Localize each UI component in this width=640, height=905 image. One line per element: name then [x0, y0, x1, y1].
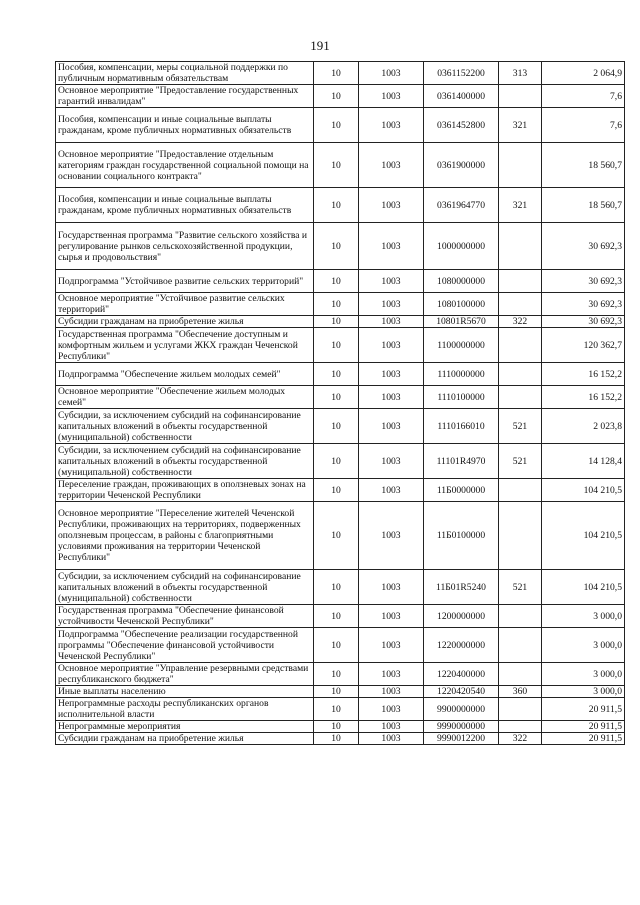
table-row [56, 502, 625, 570]
row-name-cell: Подпрограмма "Устойчивое развитие сельских территорий" [56, 270, 314, 293]
table-row [56, 721, 625, 733]
amount-cell: 18 560,7 [542, 143, 625, 188]
section-cell: 10 [314, 328, 359, 363]
target-article-cell: 1100000000 [424, 328, 499, 363]
subsection-cell: 1003 [359, 502, 424, 570]
amount-cell: 18 560,7 [542, 188, 625, 223]
expense-type-cell [499, 386, 542, 409]
section-cell: 10 [314, 721, 359, 733]
target-article-cell: 11101R4970 [424, 444, 499, 479]
amount-cell: 30 692,3 [542, 223, 625, 270]
section-cell: 10 [314, 62, 359, 85]
target-article-cell: 1110166010 [424, 409, 499, 444]
section-cell: 10 [314, 188, 359, 223]
expense-type-cell: 321 [499, 108, 542, 143]
row-name-cell: Субсидии, за исключением субсидий на софинансирование капитальных вложений в объекты государственной (муниципальной) собственности [56, 570, 314, 605]
section-cell: 10 [314, 444, 359, 479]
table-row [56, 570, 625, 605]
page-number: 191 [310, 38, 330, 53]
table-row [56, 444, 625, 479]
target-article-cell: 0361400000 [424, 85, 499, 108]
target-article-cell: 1000000000 [424, 223, 499, 270]
table-row [56, 316, 625, 328]
row-name-cell: Основное мероприятие "Обеспечение жильем молодых семей" [56, 386, 314, 409]
target-article-cell: 9990012200 [424, 733, 499, 745]
target-article-cell: 1220420540 [424, 686, 499, 698]
subsection-cell: 1003 [359, 386, 424, 409]
row-name-cell: Основное мероприятие "Устойчивое развитие сельских территорий" [56, 293, 314, 316]
table-row [56, 686, 625, 698]
amount-cell: 16 152,2 [542, 363, 625, 386]
subsection-cell: 1003 [359, 409, 424, 444]
subsection-cell: 1003 [359, 316, 424, 328]
target-article-cell: 0361900000 [424, 143, 499, 188]
target-article-cell: 1080100000 [424, 293, 499, 316]
amount-cell: 120 362,7 [542, 328, 625, 363]
expense-type-cell: 322 [499, 733, 542, 745]
expense-type-cell [499, 479, 542, 502]
table-row [56, 188, 625, 223]
expense-type-cell: 360 [499, 686, 542, 698]
amount-cell: 30 692,3 [542, 270, 625, 293]
expense-type-cell: 313 [499, 62, 542, 85]
subsection-cell: 1003 [359, 293, 424, 316]
target-article-cell: 11Б0000000 [424, 479, 499, 502]
target-article-cell: 10801R5670 [424, 316, 499, 328]
expense-type-cell [499, 293, 542, 316]
subsection-cell: 1003 [359, 686, 424, 698]
target-article-cell: 9900000000 [424, 698, 499, 721]
table-row [56, 386, 625, 409]
amount-cell: 3 000,0 [542, 686, 625, 698]
expense-type-cell [499, 223, 542, 270]
section-cell: 10 [314, 85, 359, 108]
section-cell: 10 [314, 479, 359, 502]
table-row [56, 270, 625, 293]
subsection-cell: 1003 [359, 721, 424, 733]
subsection-cell: 1003 [359, 223, 424, 270]
table-row [56, 223, 625, 270]
expense-type-cell [499, 502, 542, 570]
table-row [56, 108, 625, 143]
row-name-cell: Субсидии, за исключением субсидий на софинансирование капитальных вложений в объекты государственной (муниципальной) собственности [56, 409, 314, 444]
row-name-cell: Основное мероприятие "Предоставление отдельным категориям граждан государственной социальной помощи на основании социального контракта" [56, 143, 314, 188]
target-article-cell: 0361964770 [424, 188, 499, 223]
target-article-cell: 11Б0100000 [424, 502, 499, 570]
section-cell: 10 [314, 570, 359, 605]
amount-cell: 104 210,5 [542, 570, 625, 605]
expense-type-cell: 521 [499, 444, 542, 479]
expense-type-cell [499, 270, 542, 293]
amount-cell: 16 152,2 [542, 386, 625, 409]
table-row [56, 62, 625, 85]
section-cell: 10 [314, 733, 359, 745]
row-name-cell: Пособия, компенсации и иные социальные выплаты гражданам, кроме публичных нормативных обязательств [56, 108, 314, 143]
table-row [56, 663, 625, 686]
expense-type-cell: 322 [499, 316, 542, 328]
target-article-cell: 1110000000 [424, 363, 499, 386]
row-name-cell: Подпрограмма "Обеспечение жильем молодых семей" [56, 363, 314, 386]
row-name-cell: Основное мероприятие "Переселение жителей Чеченской Республики, проживающих на территориях, подверженных оползневым процессам, в районы с благоприятными условиями проживания на территории Чеченской Республики" [56, 502, 314, 570]
row-name-cell: Иные выплаты населению [56, 686, 314, 698]
subsection-cell: 1003 [359, 85, 424, 108]
subsection-cell: 1003 [359, 444, 424, 479]
target-article-cell: 0361452800 [424, 108, 499, 143]
table-row [56, 363, 625, 386]
amount-cell: 14 128,4 [542, 444, 625, 479]
section-cell: 10 [314, 108, 359, 143]
subsection-cell: 1003 [359, 62, 424, 85]
amount-cell: 2 064,9 [542, 62, 625, 85]
section-cell: 10 [314, 686, 359, 698]
row-name-cell: Государственная программа "Развитие сельского хозяйства и регулирование рынков сельскохозяйственной продукции, сырья и продовольствия" [56, 223, 314, 270]
amount-cell: 20 911,5 [542, 721, 625, 733]
row-name-cell: Субсидии гражданам на приобретение жилья [56, 316, 314, 328]
expense-type-cell: 521 [499, 409, 542, 444]
amount-cell: 7,6 [542, 85, 625, 108]
section-cell: 10 [314, 293, 359, 316]
section-cell: 10 [314, 223, 359, 270]
table-row [56, 479, 625, 502]
row-name-cell: Непрограммные расходы республиканских органов исполнительной власти [56, 698, 314, 721]
subsection-cell: 1003 [359, 663, 424, 686]
section-cell: 10 [314, 386, 359, 409]
expense-type-cell [499, 328, 542, 363]
expense-type-cell [499, 143, 542, 188]
section-cell: 10 [314, 363, 359, 386]
row-name-cell: Подпрограмма "Обеспечение реализации государственной программы "Обеспечение финансовой устойчивости Чеченской Республики" [56, 628, 314, 663]
expense-type-cell [499, 363, 542, 386]
subsection-cell: 1003 [359, 698, 424, 721]
section-cell: 10 [314, 409, 359, 444]
row-name-cell: Субсидии гражданам на приобретение жилья [56, 733, 314, 745]
table-row [56, 628, 625, 663]
subsection-cell: 1003 [359, 328, 424, 363]
table-row [56, 328, 625, 363]
section-cell: 10 [314, 143, 359, 188]
row-name-cell: Переселение граждан, проживающих в оползневых зонах на территории Чеченской Республики [56, 479, 314, 502]
subsection-cell: 1003 [359, 108, 424, 143]
target-article-cell: 9990000000 [424, 721, 499, 733]
amount-cell: 3 000,0 [542, 628, 625, 663]
amount-cell: 20 911,5 [542, 733, 625, 745]
section-cell: 10 [314, 316, 359, 328]
amount-cell: 2 023,8 [542, 409, 625, 444]
amount-cell: 3 000,0 [542, 663, 625, 686]
subsection-cell: 1003 [359, 270, 424, 293]
table-row [56, 605, 625, 628]
amount-cell: 20 911,5 [542, 698, 625, 721]
target-article-cell: 1200000000 [424, 605, 499, 628]
section-cell: 10 [314, 605, 359, 628]
row-name-cell: Пособия, компенсации и иные социальные выплаты гражданам, кроме публичных нормативных обязательств [56, 188, 314, 223]
row-name-cell: Непрограммные мероприятия [56, 721, 314, 733]
target-article-cell: 1220000000 [424, 628, 499, 663]
subsection-cell: 1003 [359, 605, 424, 628]
expense-type-cell [499, 85, 542, 108]
expense-type-cell: 321 [499, 188, 542, 223]
expense-type-cell [499, 663, 542, 686]
subsection-cell: 1003 [359, 363, 424, 386]
subsection-cell: 1003 [359, 188, 424, 223]
amount-cell: 104 210,5 [542, 479, 625, 502]
target-article-cell: 1220400000 [424, 663, 499, 686]
target-article-cell: 1110100000 [424, 386, 499, 409]
subsection-cell: 1003 [359, 570, 424, 605]
expense-type-cell [499, 698, 542, 721]
subsection-cell: 1003 [359, 628, 424, 663]
table-row [56, 85, 625, 108]
row-name-cell: Основное мероприятие "Предоставление государственных гарантий инвалидам" [56, 85, 314, 108]
amount-cell: 30 692,3 [542, 316, 625, 328]
budget-table-body [56, 62, 625, 745]
section-cell: 10 [314, 663, 359, 686]
section-cell: 10 [314, 698, 359, 721]
amount-cell: 30 692,3 [542, 293, 625, 316]
row-name-cell: Государственная программа "Обеспечение доступным и комфортным жильем и услугами ЖКХ граждан Чеченской Республики" [56, 328, 314, 363]
row-name-cell: Субсидии, за исключением субсидий на софинансирование капитальных вложений в объекты государственной (муниципальной) собственности [56, 444, 314, 479]
amount-cell: 104 210,5 [542, 502, 625, 570]
row-name-cell: Основное мероприятие "Управление резервными средствами республиканского бюджета" [56, 663, 314, 686]
table-row [56, 409, 625, 444]
target-article-cell: 1080000000 [424, 270, 499, 293]
subsection-cell: 1003 [359, 143, 424, 188]
table-row [56, 733, 625, 745]
table-row [56, 143, 625, 188]
section-cell: 10 [314, 502, 359, 570]
subsection-cell: 1003 [359, 733, 424, 745]
target-article-cell: 11Б01R5240 [424, 570, 499, 605]
subsection-cell: 1003 [359, 479, 424, 502]
target-article-cell: 0361152200 [424, 62, 499, 85]
table-row [56, 698, 625, 721]
row-name-cell: Государственная программа "Обеспечение финансовой устойчивости Чеченской Республики" [56, 605, 314, 628]
row-name-cell: Пособия, компенсации, меры социальной поддержки по публичным нормативным обязательствам [56, 62, 314, 85]
section-cell: 10 [314, 628, 359, 663]
section-cell: 10 [314, 270, 359, 293]
budget-table [55, 61, 625, 745]
expense-type-cell: 521 [499, 570, 542, 605]
expense-type-cell [499, 721, 542, 733]
expense-type-cell [499, 628, 542, 663]
expense-type-cell [499, 605, 542, 628]
amount-cell: 7,6 [542, 108, 625, 143]
table-row [56, 293, 625, 316]
amount-cell: 3 000,0 [542, 605, 625, 628]
